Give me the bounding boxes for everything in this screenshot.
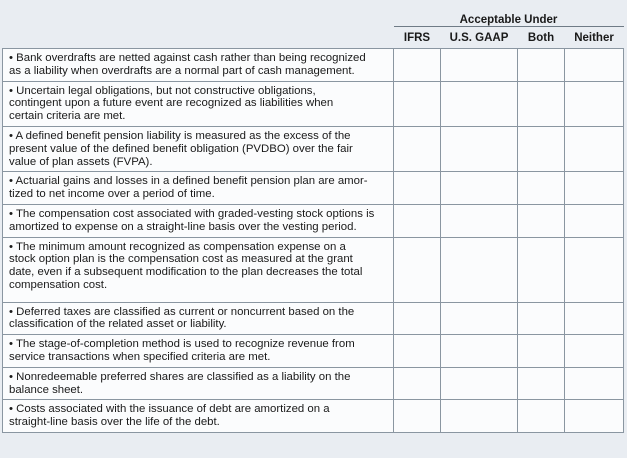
answer-cell-us-gaap[interactable] bbox=[441, 302, 518, 335]
answer-cell-ifrs[interactable] bbox=[394, 302, 441, 335]
column-header-ifrs: IFRS bbox=[403, 31, 431, 44]
answer-cell-us-gaap[interactable] bbox=[441, 204, 518, 237]
answer-cell-both[interactable] bbox=[518, 126, 565, 171]
answer-cell-us-gaap[interactable] bbox=[441, 335, 518, 368]
answer-cell-both[interactable] bbox=[518, 367, 565, 400]
table-row bbox=[3, 302, 624, 335]
answer-cell-neither[interactable] bbox=[565, 49, 624, 82]
answer-cell-us-gaap[interactable] bbox=[441, 81, 518, 126]
answer-cell-both[interactable] bbox=[518, 81, 565, 126]
answer-cell-ifrs[interactable] bbox=[394, 126, 441, 171]
answer-cell-both[interactable] bbox=[518, 204, 565, 237]
classification-table bbox=[2, 5, 624, 433]
statement-cell: • The compensation cost associated with graded-vesting stock options is amortized to expense on a straight-line basis over the vesting period. bbox=[3, 204, 394, 237]
column-header-both: Both bbox=[527, 31, 555, 44]
column-header-us-gaap: U.S. GAAP bbox=[449, 31, 509, 44]
header-statement-spacer bbox=[3, 27, 394, 49]
table-row bbox=[3, 81, 624, 126]
statement-cell: • Bank overdrafts are netted against cash rather than being recognized as a liability when overdrafts are a normal part of cash management. bbox=[3, 49, 394, 82]
answer-cell-both[interactable] bbox=[518, 49, 565, 82]
answer-cell-ifrs[interactable] bbox=[394, 49, 441, 82]
table-row bbox=[3, 204, 624, 237]
table-row bbox=[3, 400, 624, 433]
statement-cell: • Costs associated with the issuance of debt are amortized on a straight-line basis over the life of the debt. bbox=[3, 400, 394, 433]
answer-cell-neither[interactable] bbox=[565, 237, 624, 302]
answer-cell-neither[interactable] bbox=[565, 204, 624, 237]
statement-cell: • The minimum amount recognized as compensation expense on a stock option plan is the compensation cost as measured at the grant date, even if a subsequent modification to the plan decreases the total compensation cost. bbox=[3, 237, 394, 302]
statement-cell: • Actuarial gains and losses in a defined benefit pension plan are amor- tized to net income over a period of time. bbox=[3, 172, 394, 205]
acceptable-under-heading: Acceptable Under bbox=[394, 5, 624, 27]
answer-cell-us-gaap[interactable] bbox=[441, 237, 518, 302]
answer-cell-both[interactable] bbox=[518, 400, 565, 433]
header-columns-row bbox=[3, 27, 624, 49]
header-group-row bbox=[3, 5, 624, 27]
answer-cell-neither[interactable] bbox=[565, 302, 624, 335]
table-row bbox=[3, 237, 624, 302]
answer-cell-ifrs[interactable] bbox=[394, 172, 441, 205]
answer-cell-both[interactable] bbox=[518, 302, 565, 335]
answer-cell-neither[interactable] bbox=[565, 400, 624, 433]
table-row bbox=[3, 335, 624, 368]
answer-cell-ifrs[interactable] bbox=[394, 335, 441, 368]
answer-cell-ifrs[interactable] bbox=[394, 400, 441, 433]
answer-cell-ifrs[interactable] bbox=[394, 367, 441, 400]
answer-cell-us-gaap[interactable] bbox=[441, 367, 518, 400]
answer-cell-neither[interactable] bbox=[565, 126, 624, 171]
column-header-neither: Neither bbox=[574, 31, 614, 44]
statement-cell: • Nonredeemable preferred shares are classified as a liability on the balance sheet. bbox=[3, 367, 394, 400]
answer-cell-ifrs[interactable] bbox=[394, 237, 441, 302]
table-row bbox=[3, 172, 624, 205]
answer-cell-us-gaap[interactable] bbox=[441, 172, 518, 205]
answer-cell-ifrs[interactable] bbox=[394, 81, 441, 126]
answer-cell-neither[interactable] bbox=[565, 367, 624, 400]
statement-cell: • Uncertain legal obligations, but not constructive obligations, contingent upon a future event are recognized as liabilities when certain criteria are met. bbox=[3, 81, 394, 126]
answer-cell-us-gaap[interactable] bbox=[441, 400, 518, 433]
statement-cell: • Deferred taxes are classified as current or noncurrent based on the classification of the related asset or liability. bbox=[3, 302, 394, 335]
answer-cell-both[interactable] bbox=[518, 237, 565, 302]
statement-cell: • The stage-of-completion method is used to recognize revenue from service transactions when specified criteria are met. bbox=[3, 335, 394, 368]
table-row bbox=[3, 49, 624, 82]
answer-cell-neither[interactable] bbox=[565, 172, 624, 205]
statement-cell: • A defined benefit pension liability is measured as the excess of the present value of the defined benefit obligation (PVDBO) over the fair value of plan assets (FVPA). bbox=[3, 126, 394, 171]
answer-cell-us-gaap[interactable] bbox=[441, 126, 518, 171]
answer-cell-ifrs[interactable] bbox=[394, 204, 441, 237]
answer-cell-us-gaap[interactable] bbox=[441, 49, 518, 82]
table-row bbox=[3, 367, 624, 400]
answer-cell-both[interactable] bbox=[518, 172, 565, 205]
answer-cell-neither[interactable] bbox=[565, 335, 624, 368]
answer-cell-both[interactable] bbox=[518, 335, 565, 368]
table-row bbox=[3, 126, 624, 171]
answer-cell-neither[interactable] bbox=[565, 81, 624, 126]
header-spacer bbox=[3, 5, 394, 27]
